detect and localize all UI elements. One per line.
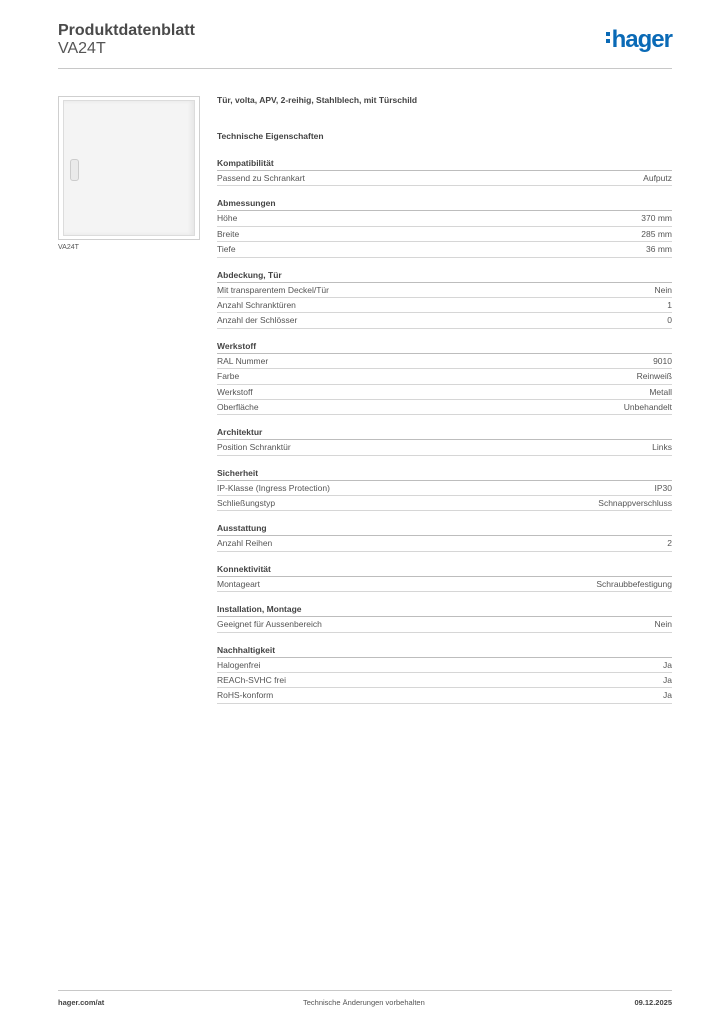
spec-row <box>217 496 672 511</box>
spec-label: Passend zu Schrankart <box>217 173 305 183</box>
spec-label: Höhe <box>217 213 238 224</box>
image-caption: VA24T <box>58 244 79 251</box>
spec-row <box>217 658 672 673</box>
spec-value: Reinweiß <box>636 371 672 382</box>
spec-label: RAL Nummer <box>217 355 269 366</box>
spec-sections <box>217 157 672 704</box>
spec-label: Farbe <box>217 371 240 382</box>
spec-value: 0 <box>667 315 672 326</box>
spec-row <box>217 354 672 369</box>
spec-row <box>217 227 672 242</box>
spec-value: Nein <box>654 619 672 630</box>
spec-label: Anzahl der Schlösser <box>217 315 298 326</box>
spec-label: Oberfläche <box>217 401 259 412</box>
spec-row <box>217 242 672 257</box>
section-title: Abmessungen <box>217 197 672 211</box>
spec-label: Geeignet für Aussenbereich <box>217 619 322 630</box>
product-code: VA24T <box>58 40 106 57</box>
spec-row <box>217 688 672 703</box>
spec-row <box>217 481 672 496</box>
spec-value: Unbehandelt <box>623 401 672 412</box>
spec-row <box>217 577 672 592</box>
spec-value: Schnappverschluss <box>598 498 672 509</box>
page-title: Produktdatenblatt <box>58 22 195 39</box>
spec-row <box>217 536 672 551</box>
product-image <box>58 96 200 240</box>
spec-row <box>217 385 672 400</box>
section-title: Sicherheit <box>217 467 672 481</box>
spec-content <box>217 94 672 715</box>
spec-row <box>217 400 672 415</box>
section-title: Nachhaltigkeit <box>217 644 672 658</box>
spec-label: Montageart <box>217 578 260 589</box>
tech-heading: Technische Eigenschaften <box>217 131 324 141</box>
door-latch-icon <box>70 159 79 181</box>
spec-label: IP-Klasse (Ingress Protection) <box>217 482 330 493</box>
spec-section <box>217 340 672 416</box>
spec-label: Halogenfrei <box>217 659 261 670</box>
footer-website: hager.com/at <box>58 998 105 1007</box>
spec-label: Anzahl Reihen <box>217 538 273 549</box>
spec-value: Aufputz <box>643 173 672 183</box>
spec-row <box>217 673 672 688</box>
spec-value: Ja <box>663 675 672 686</box>
spec-label: Tiefe <box>217 244 236 255</box>
spec-section <box>217 522 672 551</box>
footer-notice: Technische Änderungen vorbehalten <box>303 998 425 1007</box>
spec-label: Position Schranktür <box>217 442 291 453</box>
spec-label: RoHS-konform <box>217 690 274 701</box>
spec-value: Metall <box>649 386 672 397</box>
section-title: Architektur <box>217 426 672 440</box>
section-title: Werkstoff <box>217 340 672 354</box>
spec-value: 36 mm <box>646 244 672 255</box>
spec-label: Anzahl Schranktüren <box>217 299 296 310</box>
spec-label: REACh-SVHC frei <box>217 675 286 686</box>
page-footer <box>58 990 672 1007</box>
product-description: Tür, volta, APV, 2-reihig, Stahlblech, mit Türschild <box>217 95 418 105</box>
spec-section <box>217 563 672 592</box>
spec-value: 370 mm <box>641 213 672 224</box>
spec-section <box>217 269 672 329</box>
spec-label: Schließungstyp <box>217 498 276 509</box>
spec-value: Schraubbefestigung <box>596 578 672 589</box>
spec-value: Ja <box>663 659 672 670</box>
spec-row <box>217 369 672 384</box>
spec-row <box>217 440 672 455</box>
spec-value: Nein <box>654 284 672 295</box>
spec-row <box>217 298 672 313</box>
hager-logo <box>606 26 672 54</box>
spec-section <box>217 467 672 512</box>
spec-value: Links <box>652 442 672 453</box>
spec-label: Mit transparentem Deckel/Tür <box>217 284 329 295</box>
spec-section <box>217 157 672 186</box>
spec-section <box>217 197 672 257</box>
spec-section <box>217 603 672 632</box>
spec-row <box>217 211 672 226</box>
spec-row <box>217 283 672 298</box>
section-title: Installation, Montage <box>217 603 672 617</box>
spec-row <box>217 617 672 632</box>
page-header <box>58 22 672 69</box>
spec-value: 9010 <box>653 355 672 366</box>
spec-label: Breite <box>217 228 240 239</box>
section-title: Ausstattung <box>217 522 672 536</box>
spec-row <box>217 171 672 186</box>
spec-value: 2 <box>667 538 672 549</box>
section-title: Kompatibilität <box>217 157 672 171</box>
spec-row <box>217 313 672 328</box>
spec-value: 285 mm <box>641 228 672 239</box>
spec-value: 1 <box>667 299 672 310</box>
section-title: Abdeckung, Tür <box>217 269 672 283</box>
footer-date: 09.12.2025 <box>634 998 672 1007</box>
spec-value: IP30 <box>654 482 672 493</box>
spec-section <box>217 644 672 704</box>
spec-value: Ja <box>663 690 672 701</box>
spec-section <box>217 426 672 455</box>
logo-text: hager <box>611 26 672 53</box>
section-title: Konnektivität <box>217 563 672 577</box>
spec-label: Werkstoff <box>217 386 253 397</box>
door-panel <box>63 100 195 236</box>
logo-dots-icon <box>606 29 610 46</box>
